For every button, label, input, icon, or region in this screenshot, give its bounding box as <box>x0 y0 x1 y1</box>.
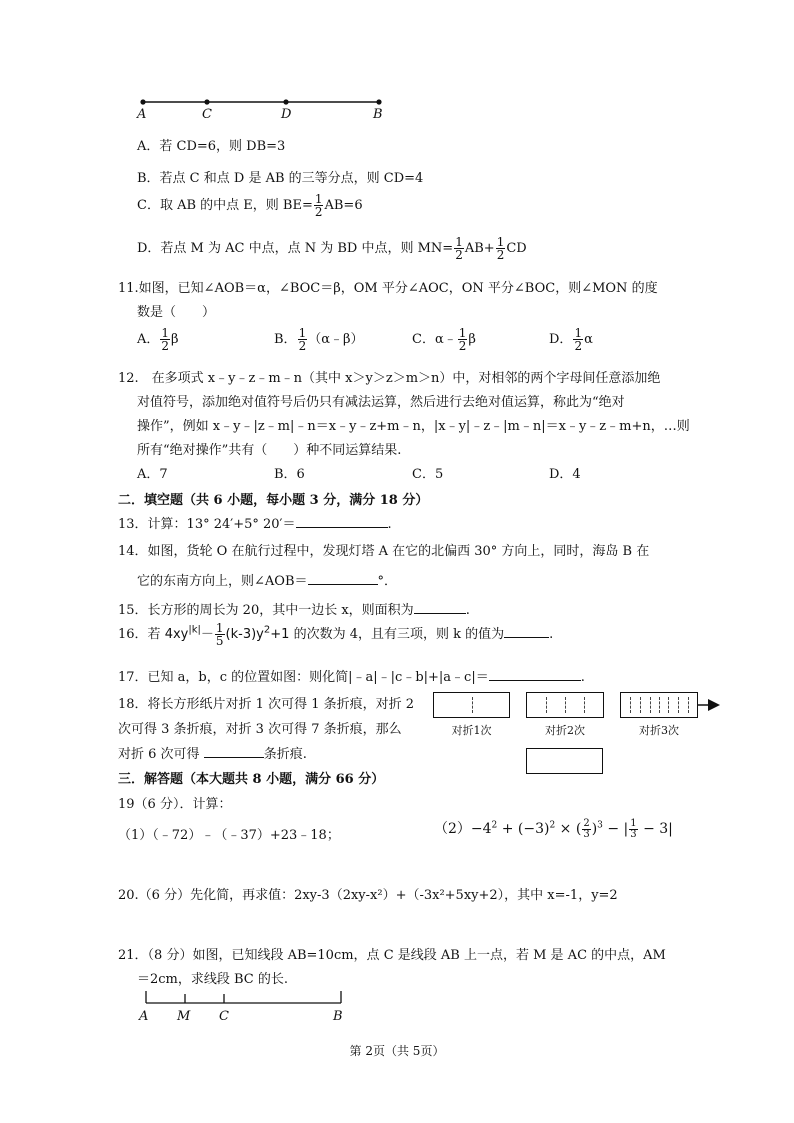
q11-option-c: C．α﹣ $\frac{1}{2}$ β <box>412 326 476 353</box>
q12-option-d: D．4 <box>549 467 581 482</box>
q13-text: 13．计算：13° 24′+5° 20′＝ . <box>118 517 392 532</box>
fold-crease <box>630 697 631 713</box>
fold-crease <box>688 697 689 713</box>
point-label-d: D <box>281 107 292 122</box>
q12-option-b: B．6 <box>274 467 305 482</box>
q11-option-a: A． $\frac{1}{2}$ β <box>137 326 179 353</box>
q21-line1: 21．（8 分）如图，已知线段 AB=10cm，点 C 是线段 AB 上一点，若 M 是 AC 的中点，AM <box>118 948 666 963</box>
q12-stem-line4: 所有“绝对操作”共有（ ）种不同运算结果. <box>137 443 402 458</box>
q21-segment-figure <box>140 988 350 1008</box>
fold-crease <box>650 697 651 713</box>
q10-option-b: B．若点 C 和点 D 是 AB 的三等分点，则 CD=4 <box>137 171 424 186</box>
q19-title: 19（6 分）．计算： <box>118 797 232 812</box>
q12-option-c: C．5 <box>412 467 444 482</box>
q19-part2: $(2)-4^2 + (-3)^2$ × ( $\frac{2}{3}$ )$^3$ − | $\frac{1}{3}$ − 3| <box>434 817 673 840</box>
q18-answer-blank[interactable] <box>204 757 264 758</box>
fold-crease <box>584 697 585 713</box>
q16-text: 16．若 $4xy^{|k|}-$ $\frac{1}{5}$ $(k-3)y^2+1$ 的次数为 4，且有三项，则 k 的值为 . <box>118 621 554 648</box>
q21-point-b: B <box>333 1009 343 1024</box>
q10-option-c: C．取 AB 的中点 E，则 BE= $\frac{1}{2}$ AB=6 <box>137 192 363 219</box>
fold-crease <box>472 697 473 713</box>
q12-stem-line1: 12. 在多项式 x﹣y﹣z﹣m﹣n（其中 x＞y＞z＞m＞n）中，对相邻的两个字母间任意添加绝 <box>118 371 661 386</box>
q14-line1: 14．如图，货轮 O 在航行过程中，发现灯塔 A 在它的北偏西 30° 方向上，同时，海岛 B 在 <box>118 544 650 559</box>
fold-crease <box>640 697 641 713</box>
q11-stem-line1: 11.如图，已知∠AOB＝α，∠BOC＝β，OM 平分∠AOC，ON 平分∠BOC，则∠MON 的度 <box>118 281 658 296</box>
q11-option-d: D． $\frac{1}{2}$ α <box>549 326 593 353</box>
q11-stem-line2: 数是（ ） <box>137 305 216 320</box>
fold-once-rectangle <box>433 692 510 718</box>
q12-stem-line2: 对值符号，添加绝对值符号后仍只有减法运算，然后进行去绝对值运算，称此为“绝对 <box>137 395 625 410</box>
q12-stem-line3: 操作”，例如 x﹣y﹣|z﹣m|﹣n＝x﹣y﹣z+m﹣n，|x﹣y|﹣z﹣|m﹣n|＝x﹣y﹣z﹣m+n，…则 <box>137 419 690 434</box>
point-label-b: B <box>373 107 383 122</box>
fold-twice-rectangle <box>526 692 604 718</box>
q21-point-a: A <box>139 1009 149 1024</box>
point-label-a: A <box>137 107 147 122</box>
section-solve-heading: 三．解答题（本大题共 8 小题，满分 66 分） <box>118 772 385 787</box>
q18-line2: 次可得 3 条折痕，对折 3 次可得 7 条折痕，那么 <box>118 722 402 737</box>
q11-option-b: B． $\frac{1}{2}$ （α﹣β） <box>274 326 364 353</box>
q20-text: 20.（6 分）先化简，再求值：2xy-3（2xy-x²）+（-3x²+5xy+2），其中 x=-1，y=2 <box>118 888 618 903</box>
q15-text: 15．长方形的周长为 20，其中一边长 x，则面积为 . <box>118 603 470 618</box>
fold-crease <box>678 697 679 713</box>
q18-line3: 对折 6 次可得 条折痕. <box>118 747 307 762</box>
fold-once-caption: 对折1次 <box>451 724 492 737</box>
fold-crease <box>668 697 669 713</box>
q21-point-m: M <box>177 1009 191 1024</box>
fold-thrice-rectangle <box>620 692 698 718</box>
q19-part1: （1）（﹣72）﹣（﹣37）+23﹣18； <box>118 828 340 843</box>
fold-crease <box>659 697 660 713</box>
q14-line2: 它的东南方向上，则∠AOB＝ °． <box>137 574 398 589</box>
q10-option-a: A．若 CD=6，则 DB=3 <box>137 139 286 154</box>
q15-answer-blank[interactable] <box>414 613 466 614</box>
q21-line2: ＝2cm，求线段 BC 的长. <box>137 972 289 987</box>
fold-twice-caption: 对折2次 <box>545 724 585 737</box>
fold-crease <box>565 697 566 713</box>
fold-crease <box>546 697 547 713</box>
q21-point-c: C <box>219 1009 229 1024</box>
point-label-c: C <box>202 107 212 122</box>
arrow-right-icon <box>698 697 722 713</box>
q10-option-d: D．若点 M 为 AC 中点，点 N 为 BD 中点，则 MN= $\frac{1}{2}$ AB+ $\frac{1}{2}$ CD <box>137 235 527 262</box>
q13-answer-blank[interactable] <box>296 527 388 528</box>
section-fill-in-heading: 二．填空题（共 6 小题，每小题 3 分，满分 18 分） <box>118 493 429 508</box>
q18-line1: 18．将长方形纸片对折 1 次可得 1 条折痕，对折 2 <box>118 697 415 712</box>
q16-answer-blank[interactable] <box>504 637 549 638</box>
q12-option-a: A．7 <box>137 467 168 482</box>
page-footer: 第 2页（共 5页） <box>349 1044 445 1058</box>
q14-answer-blank[interactable] <box>308 584 378 585</box>
fold-answer-rectangle <box>526 748 603 774</box>
fold-thrice-caption: 对折3次 <box>639 724 679 737</box>
top-line-segment-figure <box>130 93 400 128</box>
q17-text: 17．已知 a，b，c 的位置如图：则化简|﹣a|﹣|c﹣b|+|a﹣c|＝ . <box>118 670 585 685</box>
q17-answer-blank[interactable] <box>489 680 581 681</box>
